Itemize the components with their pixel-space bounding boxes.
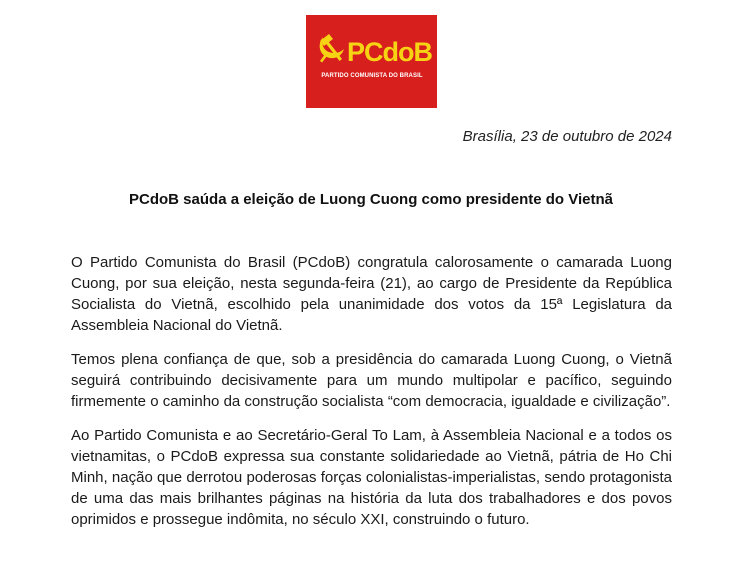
document-date: Brasília, 23 de outubro de 2024 (462, 128, 672, 145)
paragraph: Ao Partido Comunista e ao Secretário-Geral To Lam, à Assembleia Nacional e a todos os vietnamitas, o PCdoB expressa sua constante solidariedade ao Vietnã, pátria de Ho Chi Minh, nação que derrotou poderosas forças colonialistas-imperialistas, sendo protagonista de uma das mais brilhantes páginas na história da luta dos trabalhadores e dos povos oprimidos e prossegue indômita, no século XXI, construindo o futuro. (71, 427, 672, 528)
paragraph: Temos plena confiança de que, sob a presidência do camarada Luong Cuong, o Vietnã seguirá contribuindo decisivamente para um mundo multipolar e pacífico, seguindo firmemente o caminho da construção socialista “com democracia, igualdade e civilização”. (71, 351, 672, 410)
logo-subtitle: PARTIDO COMUNISTA DO BRASIL (321, 73, 423, 79)
logo-name: PCdoB (347, 37, 432, 67)
hammer-sickle-icon (316, 32, 348, 64)
pcdob-logo (306, 15, 437, 108)
paragraph: O Partido Comunista do Brasil (PCdoB) congratula calorosamente o camarada Luong Cuong, por sua eleição, nesta segunda-feira (21), ao cargo de Presidente da República Socialista do Vietnã, escolhido pela unanimidade dos votos da 15ª Legislatura da Assembleia Nacional do Vietnã. (71, 254, 672, 334)
document-body (71, 252, 672, 543)
document-title: PCdoB saúda a eleição de Luong Cuong como presidente do Vietnã (129, 191, 613, 208)
